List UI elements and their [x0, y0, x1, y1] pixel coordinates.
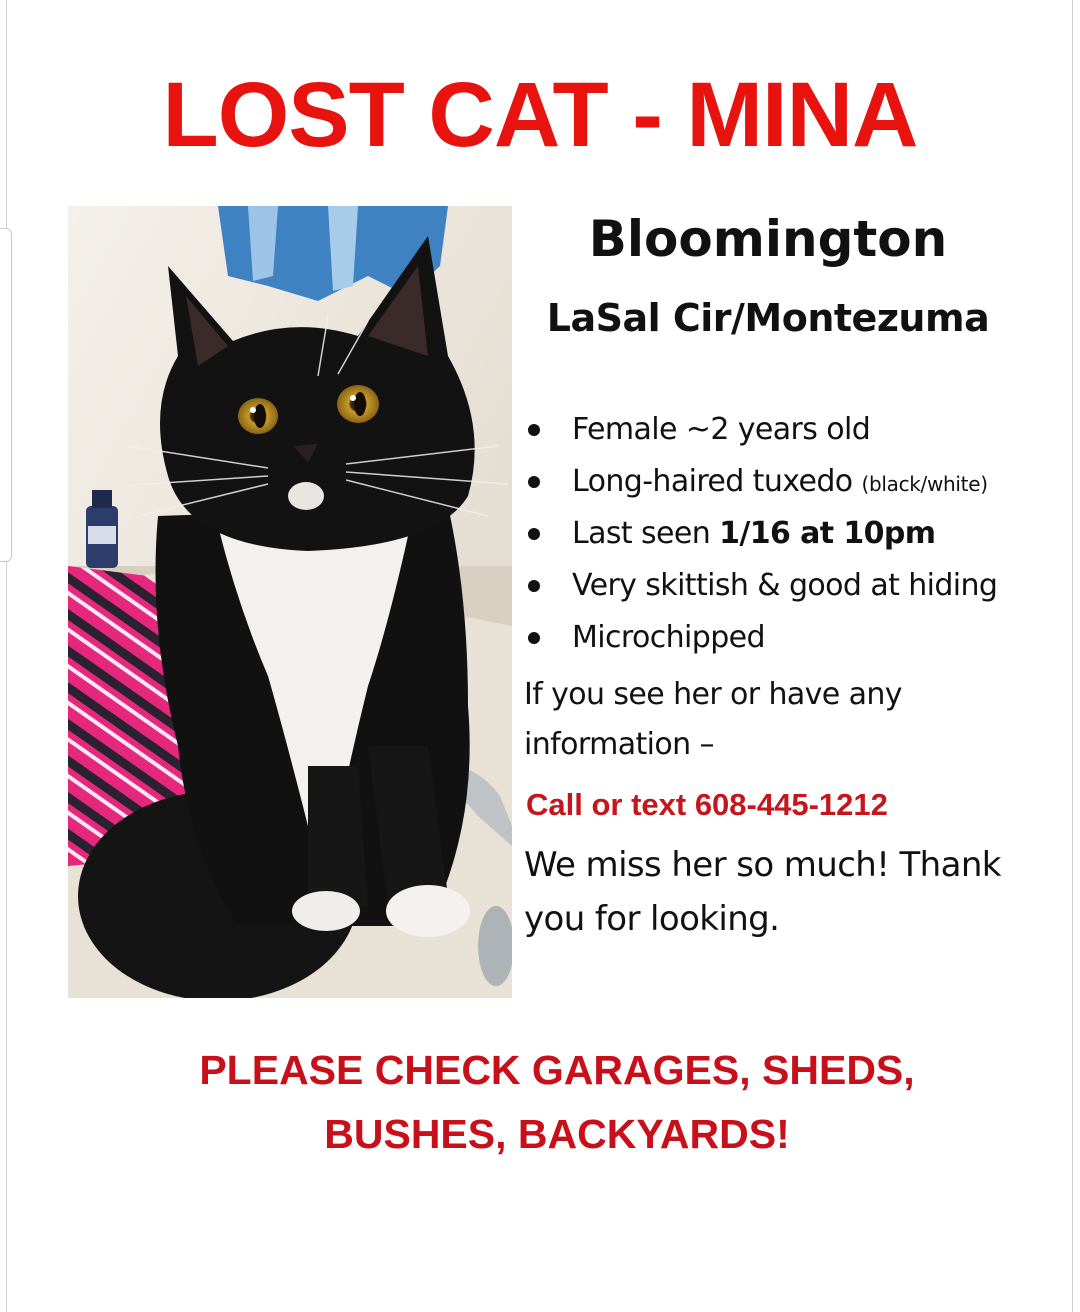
info-line: information – — [524, 727, 714, 762]
list-item — [524, 560, 1044, 612]
contact-phone: Call or text 608-445-1212 — [526, 787, 888, 822]
search-instructions — [0, 1038, 1080, 1166]
poster-title: LOST CAT - MINA — [162, 64, 918, 166]
bullet-icon — [528, 580, 540, 592]
info-line: If you see her or have any — [524, 677, 902, 712]
bullet-icon — [528, 476, 540, 488]
fact-text: Very skittish & good at hiding — [572, 568, 998, 603]
fact-text: Last seen — [572, 516, 711, 551]
location-street: LaSal Cir/Montezuma — [546, 296, 990, 340]
cat-photo — [68, 206, 512, 998]
fact-text: Female ~2 years old — [572, 412, 871, 447]
facts-list — [524, 404, 1044, 664]
footer-line: BUSHES, BACKYARDS! — [324, 1111, 790, 1157]
footer-line: PLEASE CHECK GARAGES, SHEDS, — [199, 1047, 915, 1093]
bullet-icon — [528, 424, 540, 436]
location-city: Bloomington — [588, 210, 948, 268]
closing-line: We miss her so much! Thank — [524, 845, 1001, 885]
closing-line: you for looking. — [524, 899, 780, 939]
list-item — [524, 404, 1044, 456]
fact-note: (black/white) — [861, 472, 988, 496]
last-seen-time: 1/16 at 10pm — [719, 516, 936, 551]
fact-text: Microchipped — [572, 620, 765, 655]
bullet-icon — [528, 632, 540, 644]
list-item — [524, 456, 1044, 508]
list-item — [524, 508, 1044, 560]
fact-text: Long-haired tuxedo — [572, 464, 853, 499]
bullet-icon — [528, 528, 540, 540]
scroll-handle[interactable] — [0, 228, 12, 562]
list-item — [524, 612, 1044, 664]
